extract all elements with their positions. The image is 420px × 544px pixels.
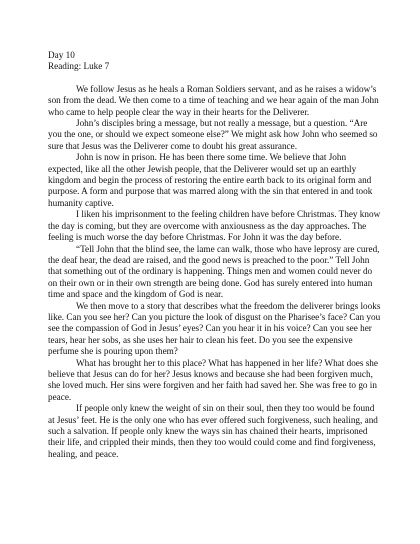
document-header bbox=[48, 50, 382, 73]
reading-label: Reading: Luke 7 bbox=[48, 61, 110, 72]
paragraph: What has brought her to this place? What has happened in her life? What does she believe that Jesus can do for her? Jesus knows and because she had been forgiven much, she loved much. Her sins were forgiven and her faith had saved her. She was free to go in peace. bbox=[48, 357, 378, 402]
day-label: Day 10 bbox=[48, 50, 75, 60]
paragraph: John’s disciples bring a message, but not really a message, but a question. “Are you the one, or should we expect someone else?” We might ask how John who seemed so sure that Jesus was the Deliverer come to doubt his great assurance. bbox=[48, 118, 378, 151]
paragraph: We follow Jesus as he heals a Roman Soldiers servant, and as he raises a widow’s son from the dead. We then come to a time of teaching and we hear again of the man John who came to help people clear the way in their hearts for the Deliverer. bbox=[48, 83, 379, 117]
paragraph: We then move to a story that describes what the freedom the deliverer brings looks like. Can you see her? Can you picture the look of disgust on the Pharisee’s face? Can you see the compassion of God in Jesus’ eyes? Can you hear it in his voice? Can you see her tears, hear her sobs, as she uses her hair to clean his feet. Do you see the expensive perfume she is pouring upon them? bbox=[48, 300, 381, 357]
paragraph: I liken his imprisonment to the feeling children have before Christmas. They know the day is coming, but they are overcome with anxiousness as the day approaches. The feeling is much worse the day before Christmas. For John it was the day before. bbox=[48, 209, 381, 243]
paragraph: If people only knew the weight of sin on their soul, then they too would be found at Jesus’ feet. He is the only one who has ever offered such forgiveness, such healing, and such a salvation. If people only knew the ways sin has chained their hearts, imprisoned their life, and crippled their minds, then they too would could come and find forgiveness, healing, and peace. bbox=[48, 403, 378, 459]
paragraph: “Tell John that the blind see, the lame can walk, those who have leprosy are cured, the deaf hear, the dead are raised, and the good news is preached to the poor.” Tell John that something out of the ordinary is happening. Things men and women could never do on their own or in their own strength are being done. God has surely entered into human time and space and the kingdom of God is near. bbox=[48, 243, 380, 300]
paragraph: John is now in prison. He has been there some time. We believe that John expected, like all the other Jewish people, that the Deliverer would set up an earthly kingdom and begin the process of restoring the entire earth back to its original form and purpose. A form and purpose that was marred along with the sin that entered in and took humanity captive. bbox=[48, 152, 373, 208]
document-body bbox=[48, 84, 382, 460]
